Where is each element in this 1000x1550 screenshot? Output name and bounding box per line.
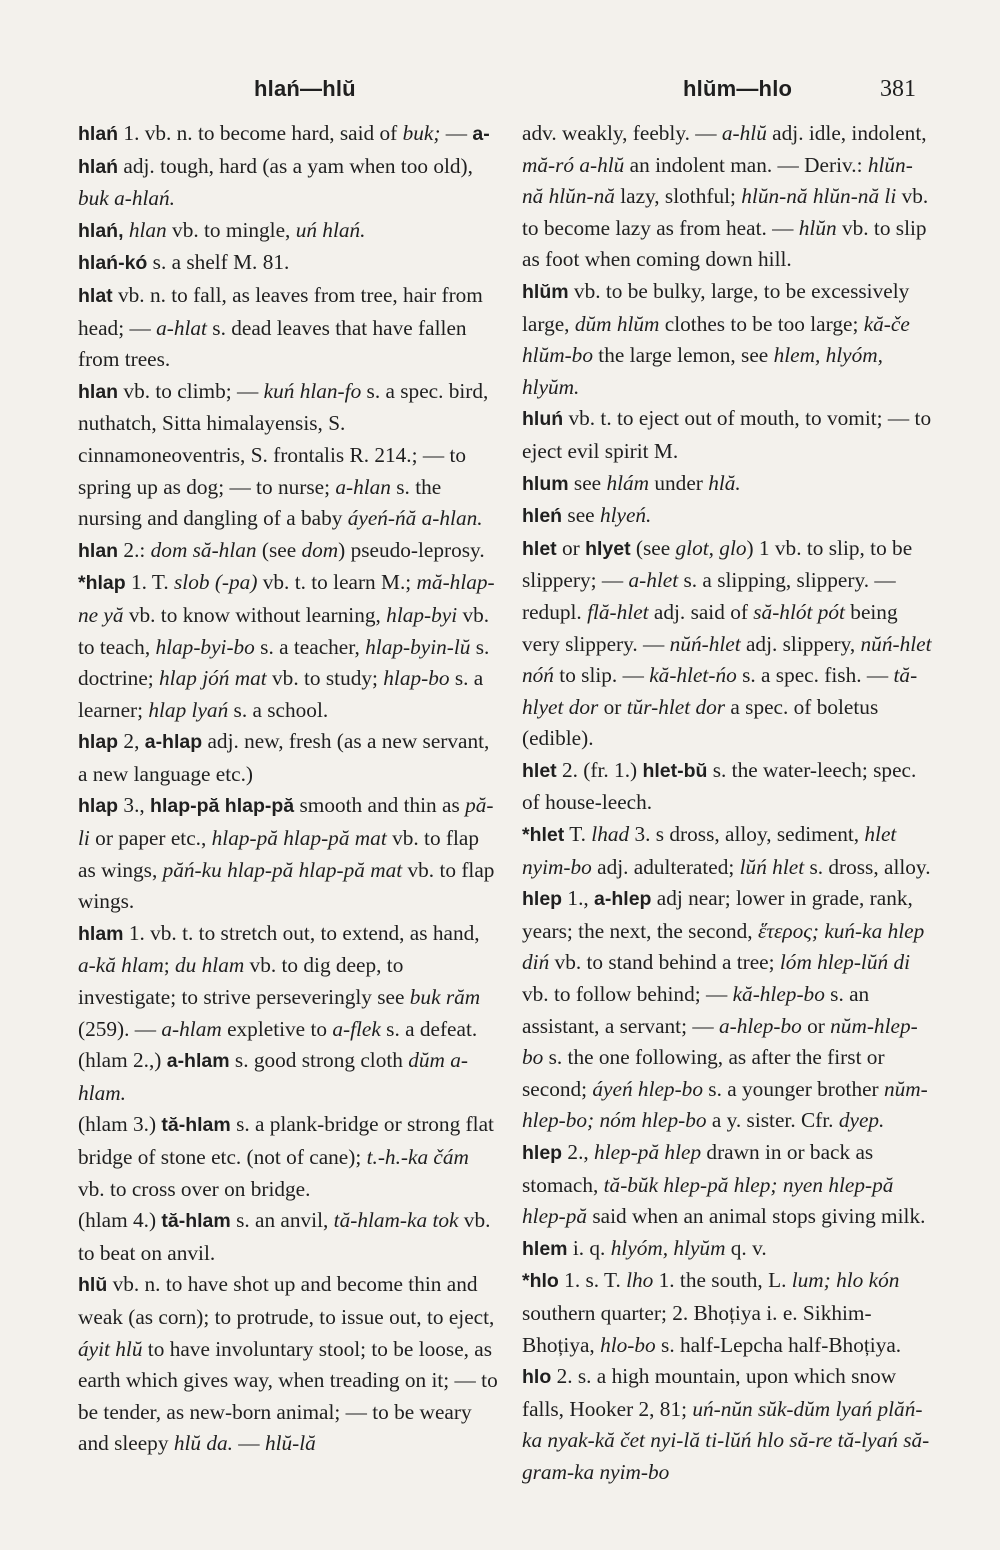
entry-headword: hlep <box>522 1142 563 1164</box>
entry-text: q. v. <box>725 1235 767 1260</box>
entry-text: 1. the south, L. <box>653 1268 792 1293</box>
entry-italic-text: hlap-byi <box>386 602 458 627</box>
dictionary-entry <box>78 118 498 215</box>
entry-headword: hlap-pă hlap-pă <box>150 795 295 818</box>
dictionary-entry <box>522 1233 932 1266</box>
entry-italic-text: buk; <box>402 121 441 145</box>
entry-text: vb. to study; <box>266 666 384 691</box>
entry-italic-text: hlŭn-nă hlŭn-nă <box>522 152 913 209</box>
entry-italic-text: să-hlót pót <box>753 599 845 624</box>
entry-italic-text: a-flek <box>332 1016 381 1041</box>
entry-italic-text: a-hlet <box>628 568 679 593</box>
entry-headword: hlet <box>522 537 557 560</box>
entry-text: s. half-Lepcha half-Bhoțiya. <box>655 1332 902 1357</box>
entry-text: or <box>598 694 627 719</box>
entry-italic-text: hlet nyim-bo <box>522 822 897 879</box>
entry-headword: hlap <box>78 795 119 818</box>
entry-italic-text: hlap-byi-bo <box>155 634 255 659</box>
entry-italic-text: păń-ku hlap-pă hlap-pă mat <box>162 857 403 882</box>
dictionary-entry <box>78 567 498 726</box>
dictionary-entry <box>78 247 498 280</box>
entry-italic-text: a-hlŭ <box>721 121 767 145</box>
entry-italic-text: lum; <box>791 1268 831 1293</box>
entry-text: s. a teacher, <box>254 634 366 659</box>
entry-italic-text: a-kă hlam <box>78 953 164 978</box>
entry-headword: *hlet <box>522 824 565 847</box>
entry-italic-text: flă-hlet <box>587 599 649 624</box>
entry-headword: hlep <box>522 888 563 911</box>
entry-text: adv. weakly, feebly. — <box>522 121 722 145</box>
entry-italic-text: a-hlam <box>161 1016 222 1041</box>
entry-text: said when an animal stops giving milk. <box>587 1204 926 1229</box>
entry-text: the large lemon, see <box>592 343 774 368</box>
entry-text: 2. s. a high mountain, upon which snow falls, Hooker 2, 81; <box>522 1364 897 1421</box>
entry-text: vb. to flap wings. <box>78 857 495 914</box>
entry-text: s. the water-leech; spec. of house-leech. <box>522 757 917 815</box>
entry-italic-text: hlep-pă hlep <box>594 1140 702 1164</box>
entry-italic-text: buk răm <box>409 985 481 1010</box>
entry-text: s. a plank-bridge or strong flat bridge of stone etc. (not of cane); <box>78 1112 494 1169</box>
entry-italic-text: hlap-pă hlap-pă mat <box>211 826 387 851</box>
dictionary-entry <box>78 790 498 917</box>
entry-text: vb. to dig deep, to investigate; to strive perseveringly see <box>78 953 410 1010</box>
entry-text: vb. n. to have shot up and become thin and weak (as corn); to protrude, to issue out, to eject, <box>78 1272 495 1329</box>
entry-italic-text: dŭm hlŭm <box>574 311 660 336</box>
entry-text: drawn in or back as stomach, <box>522 1140 874 1197</box>
entry-italic-text: nŭń-hlet <box>669 631 741 656</box>
entry-text: s. a younger brother <box>702 1076 884 1101</box>
entry-text: vb. to become lazy as from heat. — <box>522 184 929 240</box>
entry-headword: hlań <box>78 123 119 145</box>
entry-text: vb. to teach, <box>78 602 490 659</box>
entry-text: southern quarter; 2. Bhoțiya i. e. Sikhim-Bhoțiya, <box>522 1300 872 1357</box>
entry-text: s. a spec. bird, nuthatch, Sitta himalayensis, S. cinnamoneoventris, S. frontalis R. 214.; — to spring up as dog; — to nurse; <box>78 378 489 499</box>
entry-headword: hlŭm <box>522 280 569 303</box>
entry-text: s. the one following, as after the first or second; <box>522 1045 885 1101</box>
entry-italic-text: tŭr-hlet dor <box>626 694 726 719</box>
entry-text: 2. (fr. 1.) <box>556 757 643 782</box>
entry-italic-text: áyeń hlep-bo <box>592 1076 703 1101</box>
entry-text: 1. vb. n. to become hard, said of <box>118 121 403 145</box>
entry-headword: a-hlam <box>166 1050 230 1073</box>
entry-italic-text: ἕτερος; <box>757 918 819 943</box>
left-column <box>78 118 498 1460</box>
right-running-headword: hlŭm—hlo <box>683 76 793 101</box>
entry-italic-text: nŭń-hlet nóń <box>522 631 932 688</box>
entry-italic-text: hlap-bo <box>383 666 450 691</box>
entry-text: vb. t. to eject out of mouth, to vomit; — to eject evil spirit M. <box>522 406 932 463</box>
entry-italic-text: kuń hlan-fo <box>263 378 362 403</box>
entry-italic-text: tă-hlam-ka tok <box>333 1208 459 1233</box>
entry-text: adj. new, fresh (as a new servant, a new language etc.) <box>78 729 490 786</box>
dictionary-entry <box>522 1265 932 1361</box>
entry-text: or <box>801 1013 831 1038</box>
entry-text: 2., <box>562 1140 595 1164</box>
entry-italic-text: lhad <box>591 822 630 847</box>
entry-text: vb. to slip as foot when coming down hill. <box>522 215 927 272</box>
entry-text: lazy, slothful; <box>614 184 742 209</box>
entry-headword: *hlo <box>522 1270 559 1293</box>
entry-text: see <box>562 503 600 528</box>
entry-italic-text: hlap jóń mat <box>159 666 267 691</box>
entry-headword: hlan <box>78 539 119 562</box>
entry-text: 3. s dross, alloy, sediment, <box>629 822 865 847</box>
entry-headword: *hlap <box>78 572 126 595</box>
entry-headword: hlo <box>522 1366 552 1389</box>
entry-italic-text: dom să-hlan <box>150 537 257 562</box>
dictionary-entry <box>522 276 932 403</box>
entry-italic-text: áyeń-ńă a-hlan. <box>347 506 483 531</box>
dictionary-entry <box>78 1109 498 1205</box>
entry-italic-text: lho <box>626 1268 654 1293</box>
entry-text: adj. idle, indolent, <box>766 121 927 145</box>
entry-italic-text: glot, glo <box>675 535 747 560</box>
entry-text: vb. n. to fall, as leaves from tree, hair from head; — <box>78 282 483 340</box>
entry-text: being very slippery. — <box>522 599 898 656</box>
entry-text: vb. to be bulky, large, to be excessively large, <box>522 278 910 336</box>
entry-text: s. dead leaves that have fallen from trees. <box>78 315 467 372</box>
dictionary-entry <box>522 533 932 755</box>
entry-text: 1. vb. t. to stretch out, to extend, as hand, <box>123 920 480 945</box>
entry-text: (hlam 4.) <box>78 1208 162 1233</box>
entry-text: to have involuntary stool; to be loose, as earth which gives way, when treading on it; — to be tender, as new-born animal; — to be weary and sleepy <box>78 1336 498 1456</box>
entry-text: smooth and thin as <box>294 793 466 818</box>
entry-italic-text: hlŭ da. <box>173 1431 233 1456</box>
entry-text: vb. to stand behind a tree; <box>549 950 780 975</box>
entry-text: vb. to follow behind; — <box>522 982 733 1007</box>
entry-text: 2, <box>118 729 145 754</box>
dictionary-entry <box>78 280 498 376</box>
entry-italic-text: mă-hlap-ne yă <box>78 570 495 627</box>
entry-text: s. a learner; <box>78 666 484 722</box>
entry-text: under <box>649 470 709 495</box>
entry-headword: hlet <box>522 759 557 782</box>
dictionary-entry <box>522 403 932 467</box>
entry-italic-text: kuń-ka hlep diń <box>522 918 925 975</box>
entry-headword: tă-hlam <box>161 1210 231 1233</box>
entry-text: (see <box>256 537 302 562</box>
entry-text: or <box>556 535 586 560</box>
entry-italic-text: dom <box>301 537 339 562</box>
entry-text: 2.: <box>118 537 151 562</box>
dictionary-entry <box>78 376 498 535</box>
dictionary-entry <box>522 1361 932 1488</box>
entry-headword: hlań, <box>78 219 124 242</box>
entry-text: s. dross, alloy. <box>804 854 931 879</box>
entry-text: vb. to mingle, <box>166 217 296 242</box>
entry-headword: a-hlap <box>144 731 203 754</box>
entry-italic-text: kă-hlep-bo <box>732 982 825 1007</box>
dictionary-entry <box>78 726 498 790</box>
entry-text: ) 1 vb. to slip, to be slippery; — <box>522 535 913 593</box>
entry-italic-text: nŭm-hlep-bo; nóm hlep-bo <box>522 1076 928 1133</box>
entry-headword: hlum <box>522 472 569 495</box>
entry-italic-text: hlap lyań <box>148 697 229 722</box>
page-header <box>0 76 1000 116</box>
dictionary-entry <box>522 118 932 276</box>
entry-italic-text: hlan <box>128 217 167 242</box>
entry-text: to slip. — <box>553 663 650 688</box>
entry-text: adj. adulterated; <box>591 854 740 879</box>
dictionary-entry <box>522 468 932 501</box>
entry-headword: hlam <box>78 922 124 945</box>
entry-text: adj near; lower in grade, rank, years; the next, the second, <box>522 886 913 943</box>
entry-headword: hlat <box>78 284 113 307</box>
entry-italic-text: hlo-bo <box>600 1332 656 1357</box>
dictionary-entry <box>78 1269 498 1460</box>
entry-italic-text: a-hlan <box>335 474 391 499</box>
entry-text: see <box>568 470 607 495</box>
entry-headword: a-hlań <box>78 123 490 178</box>
entry-headword: hlem <box>522 1237 568 1260</box>
entry-text: a y. sister. Cfr. <box>706 1108 839 1133</box>
entry-italic-text: hlem, hlyóm, hlyŭm. <box>522 343 883 399</box>
entry-italic-text: hlŭn-nă hlŭn-nă li <box>741 184 897 209</box>
entry-text: a spec. of boletus (edible). <box>522 694 879 751</box>
entry-text: vb. to beat on anvil. <box>78 1208 491 1265</box>
entry-italic-text: a-hlat <box>156 315 207 340</box>
entry-italic-text: hlŭn <box>798 215 837 240</box>
entry-text: vb. to climb; — <box>118 378 264 403</box>
entry-text: i. q. <box>567 1235 611 1260</box>
entry-text: ; <box>163 953 176 978</box>
entry-text: vb. t. to learn M.; <box>257 570 417 595</box>
entry-text: T. <box>564 822 592 847</box>
entry-headword: a-hlep <box>594 888 652 911</box>
entry-italic-text: nŭm-hlep-bo <box>522 1013 918 1070</box>
entry-text: expletive to <box>221 1016 333 1041</box>
entry-text: s. a slipping, slippery. — redupl. <box>522 568 896 624</box>
entry-italic-text: t.-h.-ka čám <box>366 1145 469 1169</box>
entry-italic-text: hlyeń. <box>599 503 652 528</box>
entry-text: 1. T. <box>125 570 175 595</box>
entry-headword: hlyet <box>585 537 631 560</box>
entry-text: s. a spec. fish. — <box>736 663 894 688</box>
entry-headword: hlap <box>78 731 119 754</box>
entry-headword: tă-hlam <box>161 1114 231 1137</box>
dictionary-entry <box>78 215 498 248</box>
entry-text: (hlam 2.,) <box>78 1048 167 1073</box>
entry-italic-text: du hlam <box>175 953 245 978</box>
dictionary-entry <box>78 1205 498 1269</box>
entry-text: 1., <box>562 886 595 911</box>
dictionary-entry <box>78 918 498 1045</box>
entry-text: s. good strong cloth <box>229 1048 409 1073</box>
entry-headword: hlet-bŭ <box>642 759 708 782</box>
page-number: 381 <box>880 76 916 102</box>
entry-italic-text: áyit hlŭ <box>78 1336 143 1361</box>
right-column <box>522 118 932 1489</box>
dictionary-entry <box>78 1045 498 1109</box>
dictionary-entry <box>522 883 932 1137</box>
entry-italic-text: tă-bŭk hlep-pă hlep; nyen hlep-pă hlep-pă <box>522 1172 894 1229</box>
entry-text: 1. s. T. <box>558 1268 627 1293</box>
entry-text: ) pseudo-leprosy. <box>338 537 485 562</box>
entry-text: (259). — <box>78 1016 162 1041</box>
dictionary-entry <box>522 819 932 883</box>
left-running-headword: hlań—hlŭ <box>254 76 356 101</box>
entry-headword: hlań-kó <box>78 252 148 275</box>
entry-headword: hluń <box>522 408 564 431</box>
entry-text: vb. to know without learning, <box>123 602 387 627</box>
entry-italic-text: pă-li <box>78 793 494 851</box>
entry-text: (hlam 3.) <box>78 1112 162 1137</box>
entry-text: s. a school. <box>228 697 329 722</box>
entry-italic-text: hlap-byin-lŭ <box>365 634 471 659</box>
entry-italic-text: kă-če hlŭm-bo <box>522 311 910 368</box>
entry-italic-text: a-hlep-bo <box>718 1013 802 1038</box>
entry-italic-text: tă-hlyet dor <box>522 663 918 719</box>
entry-text: (see <box>630 535 676 560</box>
entry-italic-text: slob (-pa) <box>174 570 258 595</box>
dictionary-entry <box>522 755 932 819</box>
entry-text: adj. said of <box>648 599 754 624</box>
entry-text: vb. to cross over on bridge. <box>78 1176 311 1201</box>
entry-text: clothes to be too large; <box>659 311 864 336</box>
entry-text: — <box>232 1431 265 1456</box>
entry-italic-text: dŭm a-hlam. <box>78 1048 468 1105</box>
entry-italic-text: hlo kón <box>836 1268 900 1293</box>
entry-text: s. an assistant, a servant; — <box>522 982 870 1038</box>
entry-text: adj. tough, hard (as a yam when too old), <box>118 153 473 178</box>
entry-italic-text: dyep. <box>838 1108 885 1133</box>
entry-text: s. the nursing and dangling of a baby <box>78 474 442 531</box>
entry-italic-text: lŭń hlet <box>739 854 805 879</box>
entry-italic-text: buk a-hlań. <box>78 186 176 211</box>
entry-text: adj. slippery, <box>740 631 861 656</box>
entry-italic-text: mă-ró a-hlŭ <box>522 152 625 177</box>
entry-text: or paper etc., <box>89 826 212 851</box>
entry-headword: hlan <box>78 380 119 403</box>
entry-text: s. an anvil, <box>230 1208 334 1233</box>
entry-italic-text: kă-hlet-ńo <box>649 663 737 688</box>
entry-italic-text: uń hlań. <box>295 217 366 242</box>
dictionary-entry <box>522 1137 932 1233</box>
entry-italic-text: hlŭ-lă <box>264 1431 316 1456</box>
entry-text: — <box>440 121 473 145</box>
entry-text: s. a defeat. <box>380 1016 478 1041</box>
dictionary-entry <box>522 500 932 533</box>
entry-italic-text: hlyóm, hlyŭm <box>610 1235 726 1260</box>
entry-italic-text: hlă. <box>708 470 741 495</box>
dictionary-entry <box>78 535 498 568</box>
entry-italic-text: uń-nŭn sŭk-dŭm lyań plăń-ka nyak-kă čet nyi-lă ti-lŭń hlo să-re tă-lyań să-gram-ka nyim-bo <box>522 1396 930 1484</box>
entry-headword: hleń <box>522 505 563 528</box>
entry-text: s. doctrine; <box>78 634 490 691</box>
entry-text: 3., <box>118 793 151 818</box>
entry-text: vb. to flap as wings, <box>78 826 480 882</box>
entry-text: s. a shelf M. 81. <box>147 250 290 275</box>
entry-text: an indolent man. — Deriv.: <box>624 152 868 177</box>
entry-italic-text: hlám <box>606 470 650 495</box>
entry-headword: hlŭ <box>78 1274 108 1297</box>
entry-italic-text: lóm hlep-lŭń di <box>779 950 911 975</box>
